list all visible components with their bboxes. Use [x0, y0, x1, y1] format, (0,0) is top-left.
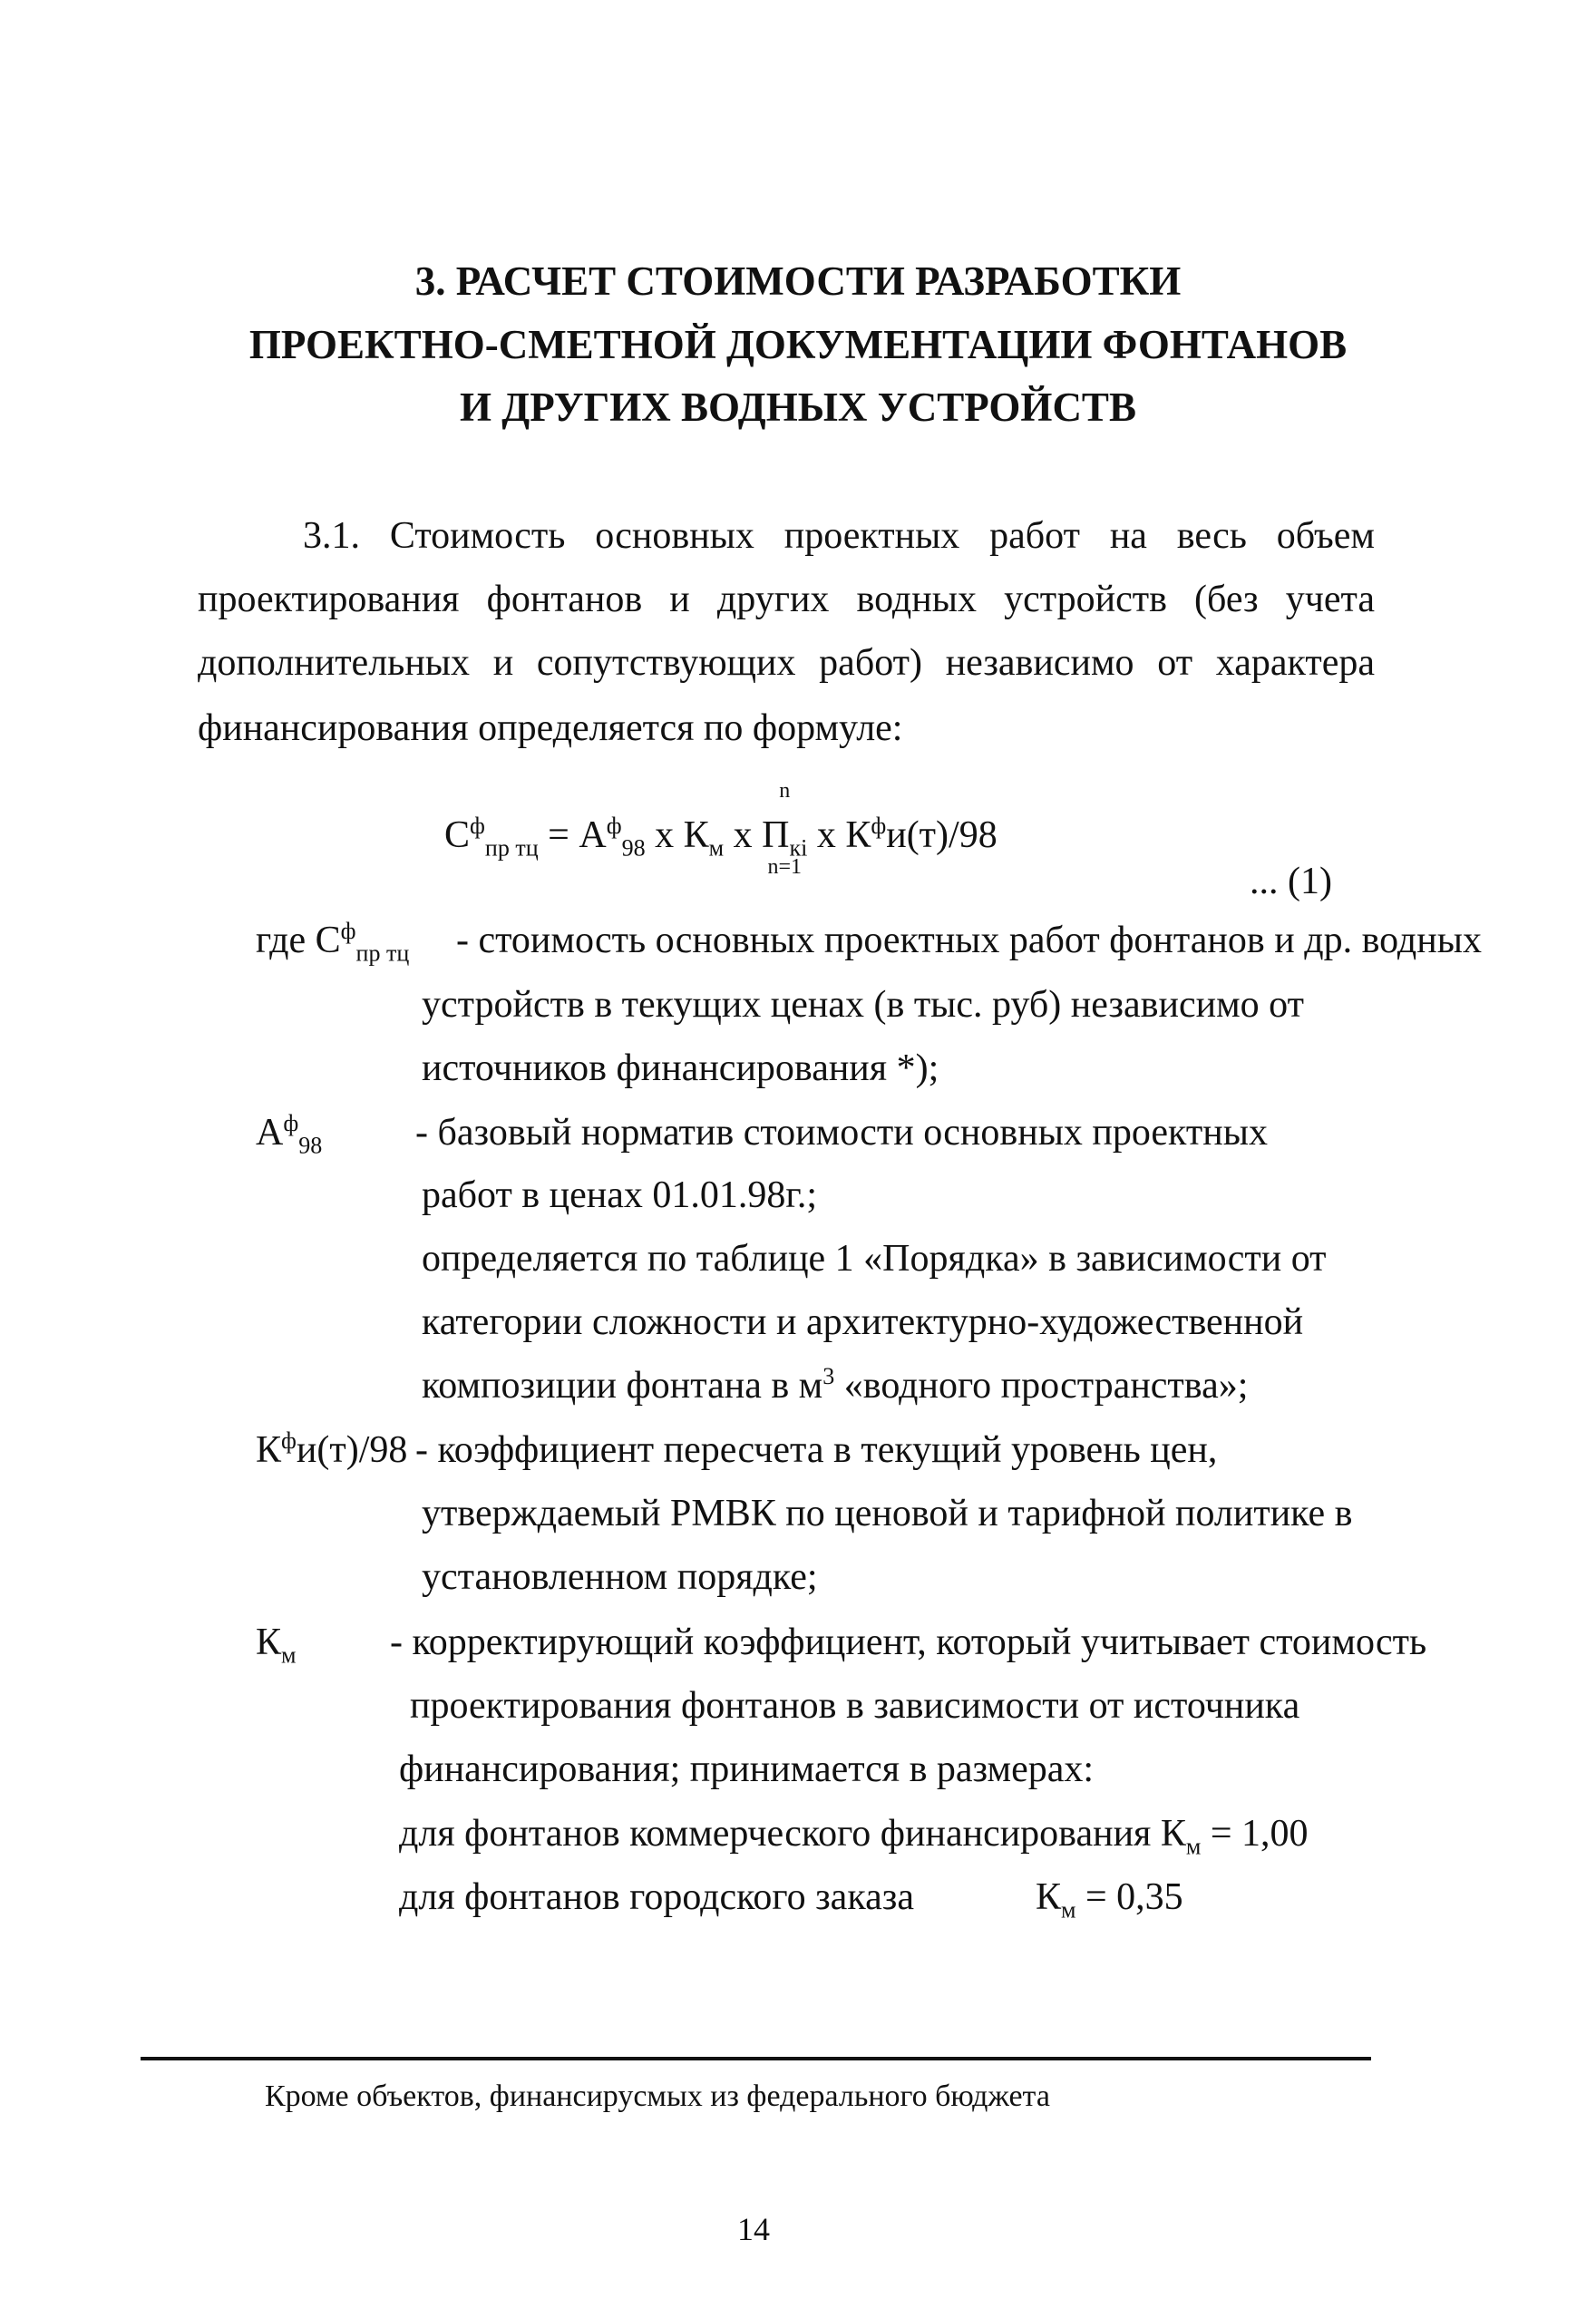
def-km-symbol: $К_м$ — [256, 1622, 297, 1669]
def-k-symbol: $К^фи(т)/98$ — [256, 1427, 408, 1471]
def-km-line-2: проектирования фонтанов в зависимости от источника — [410, 1685, 1300, 1727]
def-km-line-3: финансирования; принимается в размерах: — [399, 1748, 1095, 1790]
def-c-line-1: - стоимость основных проектных работ фонтанов и др. водных — [456, 920, 1482, 961]
def-a-symbol: $А^ф_{98}$ — [256, 1110, 323, 1159]
def-a-line-3: определяется по таблице 1 «Порядка» в зависимости от — [422, 1238, 1327, 1280]
paragraph-line-1: 3.1. Стоимость основных проектных работ на весь объем — [303, 515, 1375, 557]
def-km-line-5-value: $К_м = 0,35$ — [1036, 1876, 1183, 1924]
def-km-line-4: для фонтанов коммерческого финансирования $К_м = 1,00$ — [399, 1813, 1309, 1860]
page-number: 14 — [737, 2211, 770, 2247]
def-c-line-3: источников финансирования *); — [422, 1047, 939, 1089]
section-heading-line-3: И ДРУГИХ ВОДНЫХ УСТРОЙСТВ — [460, 385, 1136, 430]
section-heading-line-2: ПРОЕКТНО-СМЕТНОЙ ДОКУМЕНТАЦИИ ФОНТАНОВ — [248, 322, 1348, 367]
def-k-line-2: утверждаемый РМВК по ценовой и тарифной политике в — [422, 1493, 1353, 1534]
section-heading-line-1: 3. РАСЧЕТ СТОИМОСТИ РАЗРАБОТКИ — [414, 258, 1182, 304]
def-k-line-1: - коэффициент пересчета в текущий уровень цен, — [415, 1429, 1218, 1471]
def-c-line-2: устройств в текущих ценах (в тыс. руб) независимо от — [422, 984, 1304, 1026]
formula-number: ... (1) — [1250, 861, 1332, 902]
def-a-line-5: композиции фонтана в $м^3$ «водного пространства»; — [422, 1363, 1249, 1407]
def-a-line-4: категории сложности и архитектурно-художественной — [422, 1301, 1304, 1343]
def-k-line-3: установленном порядке; — [422, 1556, 818, 1598]
paragraph-line-3: дополнительных и сопутствующих работ) независимо от характера — [198, 642, 1375, 684]
cost-formula: $С^ф_{пр тц} = А^ф_{98}$ х $К_м$ х n $П_{кi}$ n=1 х $К^фи(т)/98$ — [444, 779, 998, 879]
paragraph-line-4: финансирования определяется по формуле: — [198, 707, 903, 749]
def-km-line-1: - корректирующий коэффициент, который учитывает стоимость — [390, 1622, 1427, 1663]
def-a-line-2: работ в ценах 01.01.98г.; — [422, 1174, 818, 1216]
def-a-line-1: - базовый норматив стоимости основных проектных — [415, 1112, 1268, 1154]
footnote: Кроме объектов, финансирусмых из федерального бюджета — [265, 2079, 1050, 2113]
def-km-line-5: для фонтанов городского заказа — [399, 1876, 914, 1918]
paragraph-line-2: проектирования фонтанов и других водных устройств (без учета — [198, 579, 1375, 620]
product-operator: n $П_{кi}$ n=1 — [762, 779, 808, 879]
def-c-symbol: где $С^ф_{пр тц}$ — [256, 918, 410, 967]
footnote-rule — [141, 2057, 1371, 2060]
